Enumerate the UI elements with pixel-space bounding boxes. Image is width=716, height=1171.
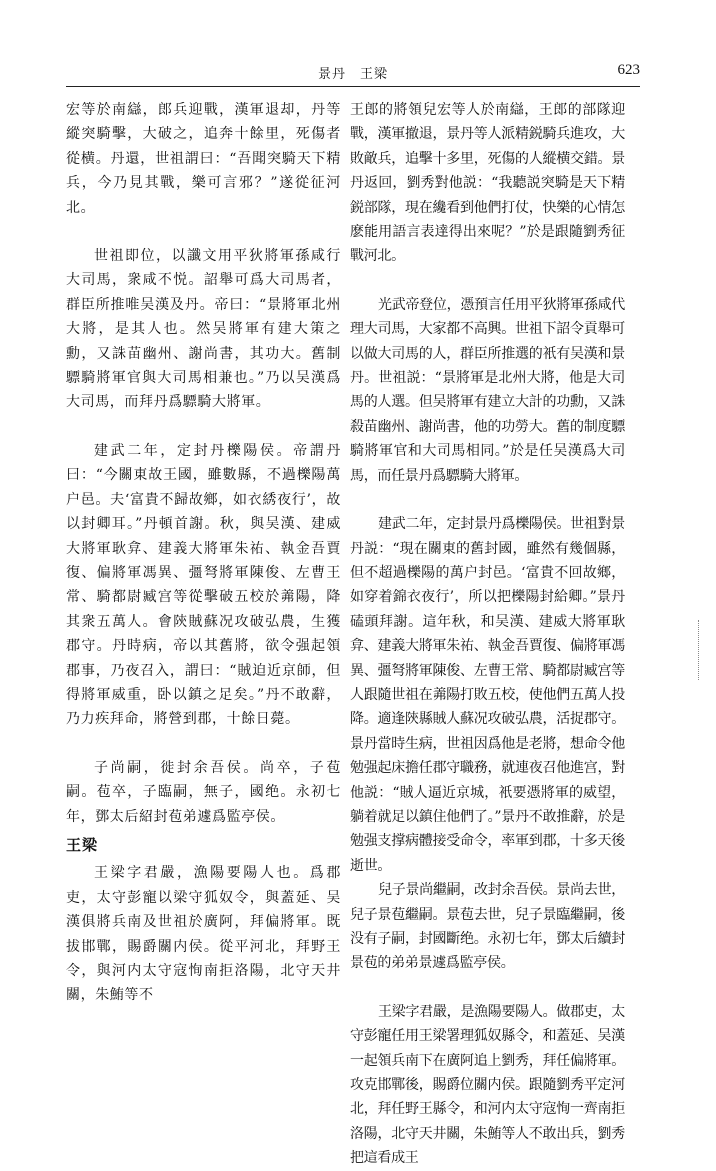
- translation-paragraph-4: 兒子景尚繼嗣，改封余吾侯。景尚去世，兒子景苞繼嗣。景苞去世，兒子景臨繼嗣，後没有子嗣，封國斷绝。永初七年，鄧太后續封景苞的弟弟景遽爲監亭侯。: [350, 882, 625, 972]
- classical-paragraph-3: 建武二年，定封丹櫟陽侯。帝謂丹曰：“今關東故王國，雖數縣，不過櫟陽萬户邑。夫‘富貴不歸故鄉，如衣綉夜行’，故以封卿耳。”丹頓首謝。秋，與吴漢、建威大將軍耿弇、建義大將軍朱祐、執金吾賈復、偏將軍馮異、彊弩將軍陳俊、左曹王常、騎都尉臧宫等從擊破五校於羛陽，降其衆五萬人。會陝賊蘇况攻破弘農，生獲郡守。丹時病，帝以其舊將，欲令强起領郡事，乃夜召入，謂曰：“賊迫近京師，但得將軍威重，卧以鎮之足矣。”丹不敢辭，乃力疾拜命，將營到郡，十餘日薨。: [66, 442, 341, 728]
- translation-paragraph-3: 建武二年，定封景丹爲櫟陽侯。世祖對景丹説：“現在關東的舊封國，雖然有幾個縣，但不超過櫟陽的萬户封邑。‘富貴不回故鄉，如穿着錦衣夜行’，所以把櫟陽封給卿。”景丹磕頭拜謝。這年秋，和吴漢、建威大將軍耿弇、建義大將軍朱祐、執金吾賈復、偏將軍馮異、彊弩將軍陳俊、左曹王常、騎都尉臧宫等人跟隨世祖在羛陽打敗五校，使他們五萬人投降。適逢陝縣賊人蘇况攻破弘農，活捉郡守。景丹當時生病，世祖因爲他是老將，想命令他勉强起床擔任郡守職務，就連夜召他進宫，對他説：“賊人逼近京城，衹要憑將軍的威望，躺着就足以鎮住他們了。”景丹不敢推辭，於是勉强支撑病體接受命令，率軍到郡，十多天後逝世。: [350, 516, 625, 874]
- running-head: 景丹 王梁: [317, 67, 388, 82]
- classical-paragraph-2: 世祖即位，以讖文用平狄將軍孫咸行大司馬，衆咸不悦。詔舉可爲大司馬者，群臣所推唯吴漢及丹。帝曰：“景將軍北州大將，是其人也。然吴將軍有建大策之勳，又誅苗幽州、謝尚書，其功大。舊制驃騎將軍官與大司馬相兼也。”乃以吴漢爲大司馬，而拜丹爲驃騎大將軍。: [66, 248, 341, 411]
- translation-paragraph-2: 光武帝登位，憑預言任用平狄將軍孫咸代理大司馬，大家都不高興。世祖下詔令貢舉可以做大司馬的人，群臣所推選的衹有吴漢和景丹。世祖説：“景將軍是北州大將，他是大司馬的人選。但吴將軍有建立大計的功勳，又誅殺苗幽州、謝尚書，他的功勞大。舊的制度驃騎將軍官和大司馬相同。”於是任吴漢爲大司馬，而任景丹爲驃騎大將軍。: [350, 296, 625, 484]
- translation-paragraph-1: 王郎的將領兒宏等人於南䜌，王郎的部隊迎戰，漢軍撤退，景丹等人派精鋭騎兵進攻，大敗敵兵，追擊十多里，死傷的人縱横交錯。景丹返回，劉秀對他説：“我聽説突騎是天下精鋭部隊，現在纔看到他們打仗，快樂的心情怎麽能用語言表達得出來呢？”於是跟隨劉秀征戰河北。: [350, 102, 625, 265]
- section-title: 王梁: [66, 835, 99, 854]
- classical-text-column: [66, 98, 341, 1004]
- classical-paragraph-5: 王梁字君嚴，漁陽要陽人也。爲郡吏，太守彭寵以梁守狐奴令，與蓋延、吴漢俱將兵南及世祖於廣阿，拜偏將軍。既拔邯鄲，賜爵關内侯。從平河北，拜野王令，與河内太守寇恂南拒洛陽，北守天井關，朱鮪等不: [66, 865, 341, 1004]
- classical-paragraph-4: 子尚嗣，徙封余吾侯。尚卒，子苞嗣。苞卒，子臨嗣，無子，國绝。永初七年，鄧太后紹封苞弟遽爲監亭侯。: [66, 759, 341, 825]
- page-header: [66, 62, 640, 82]
- header-rule: [66, 86, 640, 87]
- classical-paragraph-1: 宏等於南䜌，郎兵迎戰，漢軍退却，丹等縱突騎擊，大破之，追奔十餘里，死傷者從横。丹還，世祖謂曰：“吾聞突騎天下精兵，今乃見其戰，樂可言邪？”遂從征河北。: [66, 102, 341, 216]
- translation-paragraph-5: 王梁字君嚴，是漁陽要陽人。做郡吏，太守彭寵任用王梁署理狐奴縣令，和蓋延、吴漢一起領兵南下在廣阿追上劉秀，拜任偏將軍。攻克邯鄲後，賜爵位關内侯。跟隨劉秀平定河北，拜任野王縣令，和河内太守寇恂一齊南拒洛陽，北守天井關，朱鮪等人不敢出兵，劉秀把這看成王: [350, 1003, 625, 1167]
- page-number: 623: [617, 62, 640, 78]
- binding-edge: [698, 620, 701, 680]
- translation-column: [350, 98, 625, 1167]
